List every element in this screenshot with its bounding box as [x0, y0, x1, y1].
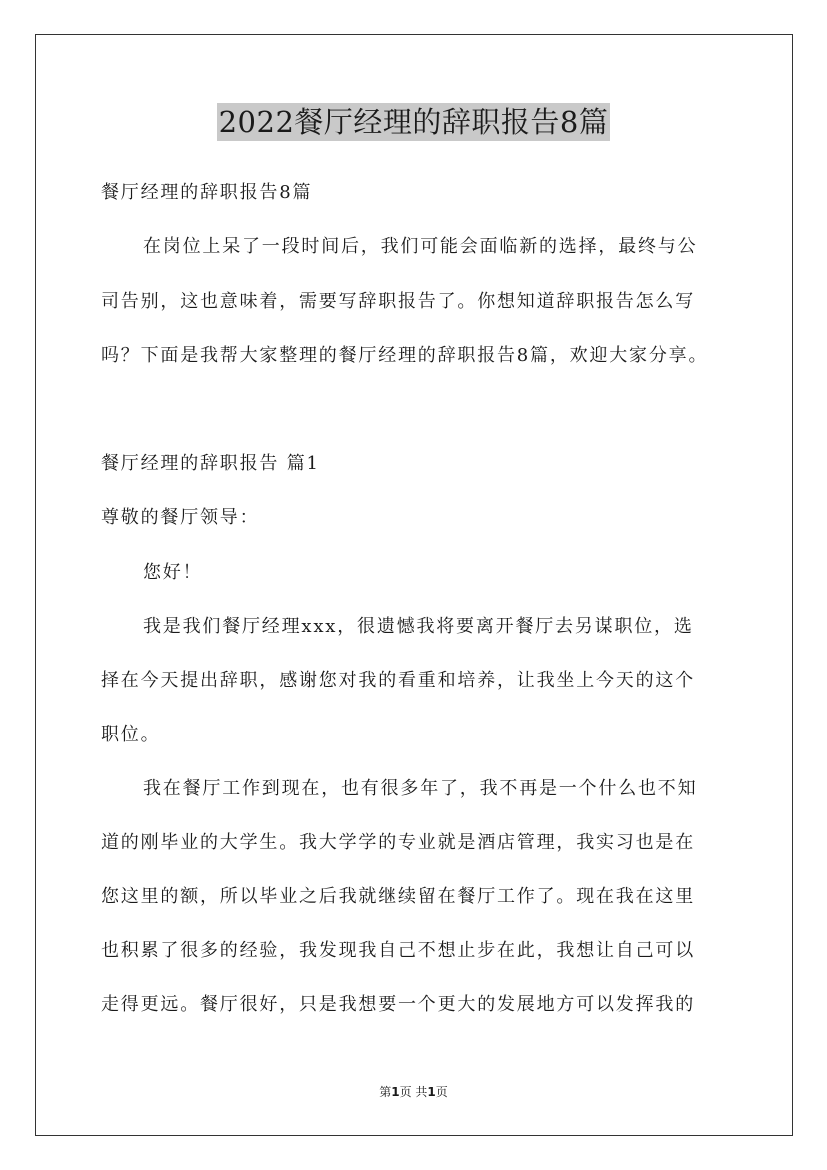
intro-line-3: 吗？下面是我帮大家整理的餐厅经理的辞职报告8篇，欢迎大家分享。	[101, 345, 709, 366]
footer-page-number: 1	[391, 1085, 400, 1099]
section-heading: 餐厅经理的辞职报告 篇1	[101, 453, 320, 474]
footer-suffix: 页	[435, 1085, 448, 1099]
footer-prefix: 第	[379, 1085, 392, 1099]
para2-line-4: 也积累了很多的经验，我发现我自己不想止步在此，我想让自己可以	[101, 940, 695, 961]
document-title: 2022餐厅经理的辞职报告8篇	[218, 105, 609, 139]
document-subtitle: 餐厅经理的辞职报告8篇	[101, 182, 313, 203]
para1-line-3: 职位。	[101, 724, 161, 745]
para2-line-2: 道的刚毕业的大学生。我大学学的专业就是酒店管理，我实习也是在	[101, 832, 695, 853]
page-footer	[0, 1084, 827, 1100]
para1-line-1: 我是我们餐厅经理xxx，很遗憾我将要离开餐厅去另谋职位，选	[143, 616, 694, 637]
title-container	[0, 103, 827, 141]
para2-line-3: 您这里的额，所以毕业之后我就继续留在餐厅工作了。现在我在这里	[101, 886, 695, 907]
para2-line-5: 走得更远。餐厅很好，只是我想要一个更大的发展地方可以发挥我的	[101, 994, 695, 1015]
para2-line-1: 我在餐厅工作到现在，也有很多年了，我不再是一个什么也不知	[143, 778, 698, 799]
intro-line-2: 司告别，这也意味着，需要写辞职报告了。你想知道辞职报告怎么写	[101, 291, 695, 312]
intro-line-1: 在岗位上呆了一段时间后，我们可能会面临新的选择，最终与公	[143, 236, 698, 257]
salutation: 尊敬的餐厅领导：	[101, 507, 260, 528]
footer-page-total: 1	[427, 1085, 436, 1099]
footer-middle: 页 共	[399, 1085, 428, 1099]
para1-line-2: 择在今天提出辞职，感谢您对我的看重和培养，让我坐上今天的这个	[101, 670, 695, 691]
greeting: 您好！	[143, 562, 203, 583]
